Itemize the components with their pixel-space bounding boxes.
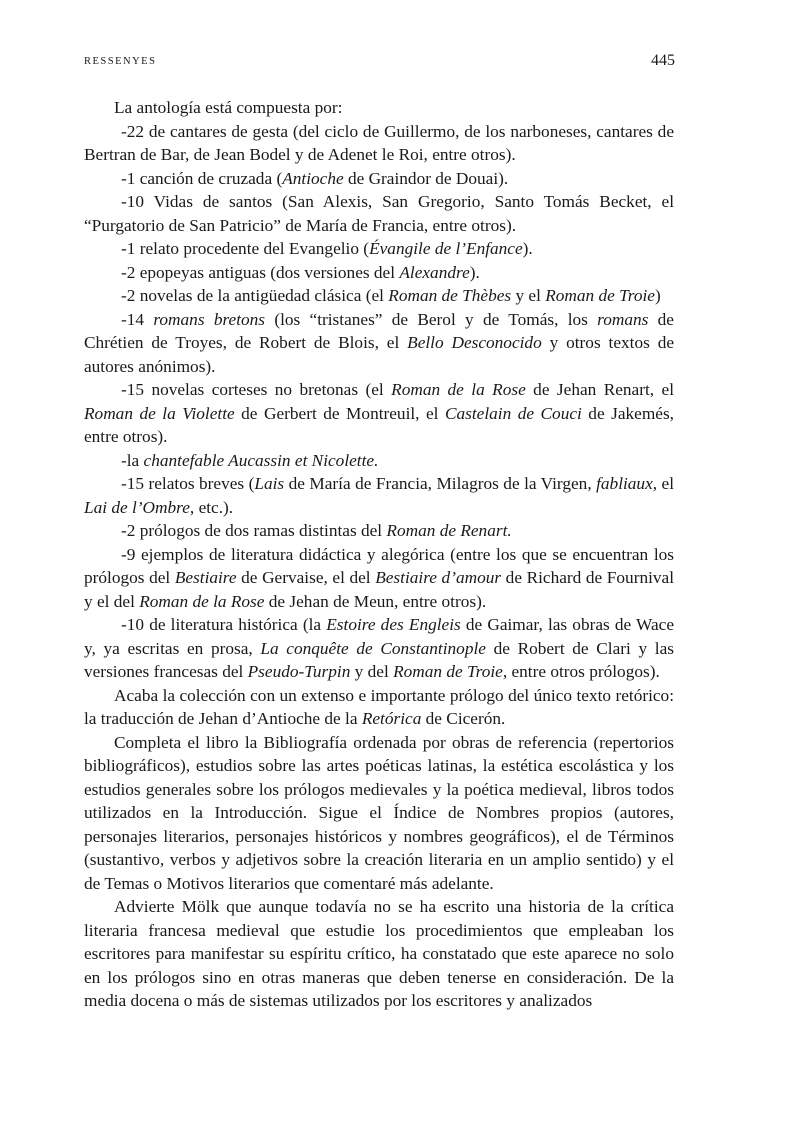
italic-title: fabliaux	[596, 474, 653, 493]
italic-title: Roman de la Rose	[391, 380, 526, 399]
italic-title: Bestiaire d’amour	[375, 568, 502, 587]
italic-title: Évangile de l’Enfance	[369, 239, 523, 258]
text-segment: de Robert de Clari y las versiones francesas del	[84, 638, 674, 681]
text-segment: de Jakemés, entre otros).	[84, 403, 674, 446]
list-item	[84, 472, 674, 519]
list-item	[84, 519, 674, 543]
italic-title: Roman de Troie	[393, 662, 503, 681]
text-segment: -9 ejemplos de literatura didáctica y alegórica (entre los que se encuentran los prólogos del	[84, 544, 674, 587]
text-segment: -22 de cantares de gesta (del ciclo de Guillermo, de los narboneses, cantares de Bertran de Bar, de Jean Bodel y de Adenet le Roi, entre otros).	[84, 121, 674, 164]
text-segment: de Jehan de Meun, entre otros).	[264, 591, 487, 611]
italic-title: Retórica	[361, 709, 422, 728]
list-item	[84, 284, 674, 308]
text-segment: -15 novelas corteses no bretonas (el	[121, 380, 392, 399]
text-segment: (los “tristanes” de Berol y de Tomás, los	[265, 309, 598, 329]
paragraph	[84, 684, 674, 731]
italic-title: Antioche	[282, 168, 344, 188]
italic-title: Roman de la Violette	[84, 403, 235, 423]
text-segment: , entre otros prólogos).	[502, 662, 660, 681]
text-segment: de Graindor de Douai).	[343, 168, 509, 188]
text-segment: -15 relatos breves (	[121, 474, 255, 493]
italic-title: Roman de Thèbes	[388, 286, 512, 305]
body-paragraphs	[84, 684, 674, 1013]
text-segment: Completa el libro la Bibliografía ordenada por obras de referencia (repertorios bibliográficos), estudios sobre las artes poéticas latinas, la estética escolástica y los estudios generales sobre los prólogos medievales y la poética medieval, libros todos utilizados en la Introducción. Sigue el Índice de Nombres propios (autores, personajes literarios, personajes históricos y nombres geográficos), el de Términos (sustantivo, verbos y adjetivos sobre la creación literaria en un amplio sentido) y el de Temas o Motivos literarios que comentaré más adelante.	[84, 732, 674, 893]
text-segment: -10 Vidas de santos (San Alexis, San Gregorio, Santo Tomás Becket, el “Purgatorio de San Patricio” de María de Francia, entre otros).	[84, 192, 674, 235]
text-segment: de Jehan Renart, el	[525, 380, 674, 399]
text-segment: de Gervaise, el del	[236, 568, 376, 587]
text-segment: de Gaimar, las obras de Wace y, ya escritas en prosa,	[84, 615, 674, 658]
italic-title: La conquête de Constantinople	[260, 638, 486, 658]
text-segment: de María de Francia, Milagros de la Virgen,	[284, 474, 597, 493]
text-segment: -1 relato procedente del Evangelio (	[121, 239, 370, 258]
list-item	[84, 237, 674, 261]
italic-title: chantefable Aucassin et Nicolette.	[143, 450, 379, 470]
text-segment: -1 canción de cruzada (	[121, 168, 283, 188]
body-text	[84, 96, 674, 1013]
text-segment: -2 novelas de la antigüedad clásica (el	[121, 286, 389, 305]
italic-title: Pseudo-Turpin	[247, 662, 351, 681]
text-segment: Acaba la colección con un extenso e importante prólogo del único texto retórico: la traducción de Jehan d’Antioche de la	[84, 685, 674, 728]
text-segment: de Gerbert de Montreuil, el	[234, 403, 445, 423]
page-number: 445	[651, 52, 675, 69]
italic-title: Lais	[254, 474, 285, 493]
text-segment: -14	[121, 309, 154, 329]
italic-title: romans	[597, 309, 649, 329]
text-segment: , etc.).	[189, 497, 234, 517]
italic-title: Castelain de Couci	[444, 403, 582, 423]
text-segment: -2 epopeyas antiguas (dos versiones del	[121, 262, 400, 282]
text-segment: -la	[121, 450, 144, 470]
paragraph	[84, 895, 674, 1013]
text-segment: y del	[350, 662, 394, 681]
italic-title: Lai de l’Ombre	[84, 497, 190, 517]
text-segment: de Chrétien de Troyes, de Robert de Blois, el	[84, 309, 674, 352]
italic-title: Bestiaire	[174, 568, 237, 587]
paragraph	[84, 731, 674, 896]
text-segment: )	[654, 286, 661, 305]
list-item	[84, 167, 674, 191]
text-segment: ).	[469, 262, 480, 282]
list-item	[84, 543, 674, 614]
list-item	[84, 613, 674, 684]
list-item	[84, 308, 674, 379]
italic-title: Estoire des Engleis	[326, 615, 461, 634]
italic-title: Roman de Renart.	[386, 521, 512, 540]
italic-title: Bello Desconocido	[407, 333, 542, 352]
list-item	[84, 190, 674, 237]
text-segment: -10 de literatura histórica (la	[121, 615, 327, 634]
italic-title: Roman de la Rose	[139, 591, 265, 611]
text-segment: Advierte Mölk que aunque todavía no se ha escrito una historia de la crítica literaria francesa medieval que estudie los procedimientos que empleaban los escritores para manifestar su espíritu crítico, ha constatado que este aparece no solo en los prólogos sino en otras maneras que deben tenerse en consideración. De la media docena o más de sistemas utilizados por los escritores y analizados	[84, 897, 674, 1010]
text-segment: , el	[652, 474, 675, 493]
italic-title: Roman de Troie	[545, 286, 655, 305]
intro-paragraph: La antología está compuesta por:	[114, 98, 343, 117]
anthology-list	[84, 120, 674, 684]
text-segment: de Cicerón.	[421, 709, 506, 728]
text-segment: y otros textos de autores anónimos).	[84, 333, 675, 376]
list-item	[84, 378, 674, 449]
text-segment: de Richard de Fournival y el del	[84, 568, 675, 611]
text-segment: -2 prólogos de dos ramas distintas del	[121, 521, 387, 540]
list-item	[84, 120, 674, 167]
text-segment: y el	[511, 286, 546, 305]
italic-title: Alexandre	[399, 262, 470, 282]
text-segment: ).	[522, 239, 533, 258]
italic-title: romans bretons	[153, 309, 266, 329]
list-item	[84, 261, 674, 285]
running-head: RESSENYES	[84, 56, 157, 67]
list-item	[84, 449, 674, 473]
